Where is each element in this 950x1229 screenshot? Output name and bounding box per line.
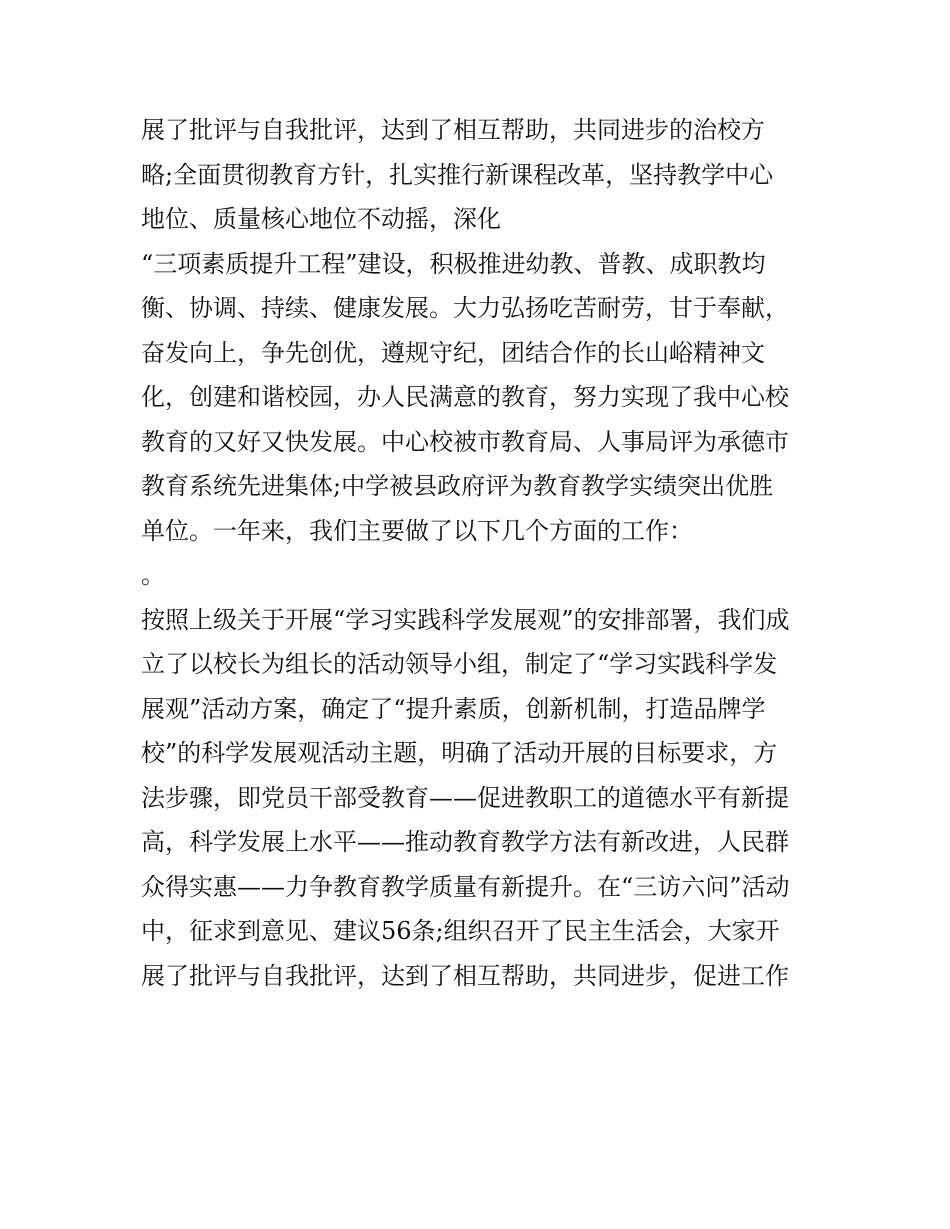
text-line: 按照上级关于开展“学习实践科学发展观”的安排部署，我们成 (141, 605, 790, 634)
text-line: 校”的科学发展观活动主题，明确了活动开展的目标要求，方 (141, 739, 778, 767)
body-text (141, 108, 831, 998)
text-line: 法步骤，即党员干部受教育——促进教职工的道德水平有新提 (141, 783, 789, 812)
text-line: 教育系统先进集体;中学被县政府评为教育教学实绩突出优胜 (141, 472, 774, 500)
text-line: 。 (141, 561, 165, 589)
text-line: 地位、质量核心地位不动摇，深化 (141, 205, 501, 233)
text-line: 展了批评与自我批评，达到了相互帮助，共同进步的治校方 (141, 116, 765, 144)
text-line: “三项素质提升工程”建设，积极推进幼教、普教、成职教均 (141, 249, 766, 278)
text-line: 中，征求到意见、建议56条;组织召开了民主生活会，大家开 (141, 917, 780, 945)
text-line: 衡、协调、持续、健康发展。大力弘扬吃苦耐劳，甘于奉献， (141, 294, 789, 322)
text-line: 教育的又好又快发展。中心校被市教育局、人事局评为承德市 (141, 427, 789, 456)
text-line: 众得实惠——力争教育教学质量有新提升。在“三访六问”活动 (141, 872, 790, 901)
text-line: 展观”活动方案，确定了“提升素质，创新机制，打造品牌学 (141, 694, 766, 723)
text-line: 奋发向上，争先创优，遵规守纪，团结合作的长山峪精神文 (141, 338, 765, 367)
text-line: 单位。一年来，我们主要做了以下几个方面的工作： (141, 516, 693, 545)
text-line: 展了批评与自我批评，达到了相互帮助，共同进步，促进工作 (141, 961, 789, 990)
text-line: 立了以校长为组长的活动领导小组，制定了“学习实践科学发 (141, 650, 778, 678)
text-line: 高，科学发展上水平——推动教育教学方法有新改进，人民群 (141, 828, 789, 856)
text-line: 化，创建和谐校园，办人民满意的教育，努力实现了我中心校 (141, 383, 789, 411)
text-line: 略;全面贯彻教育方针，扎实推行新课程改革，坚持教学中心 (141, 160, 774, 189)
